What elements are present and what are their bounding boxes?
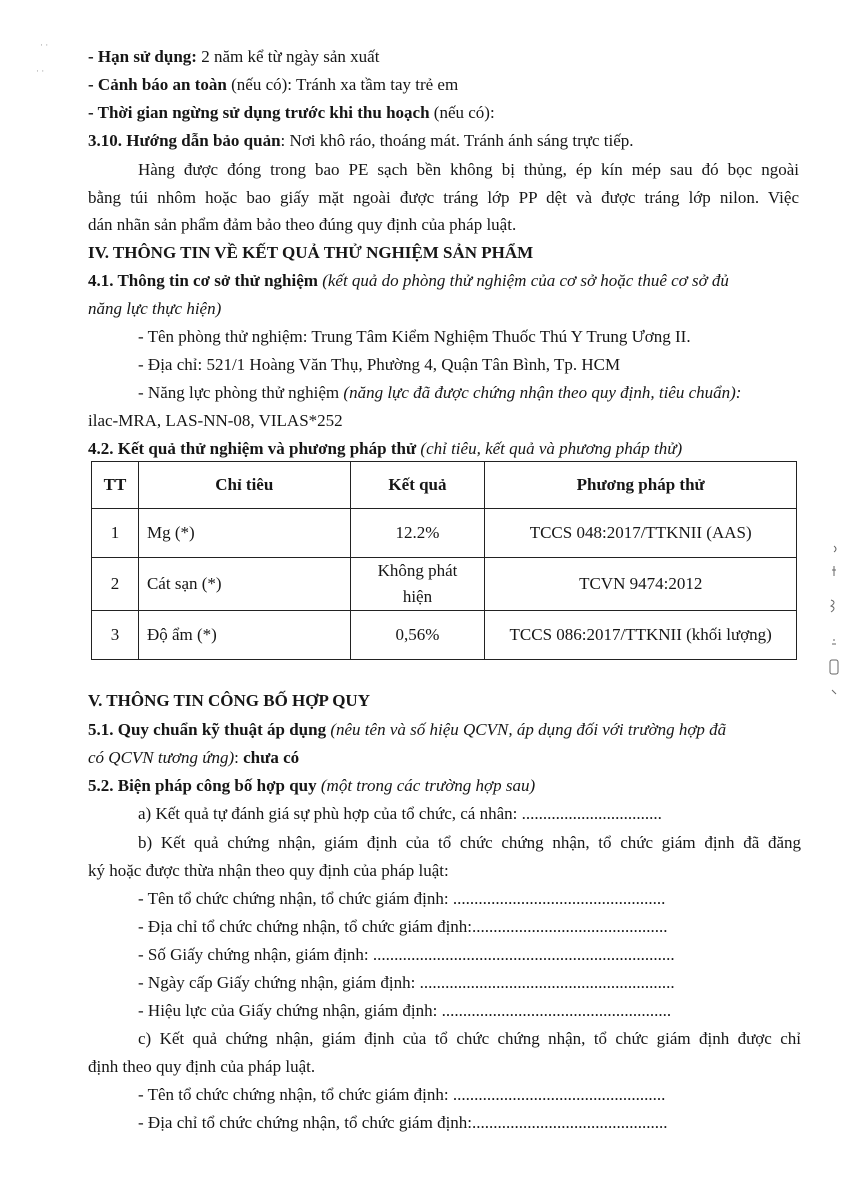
section-5-1-line [88,719,726,741]
lab-capability-label: - Năng lực phòng thử nghiệm [138,383,344,402]
option-c-cont: định theo quy định của pháp luật. [88,1057,316,1076]
table-row [92,509,797,558]
section-5-1-value: chưa có [243,748,300,767]
table-row [92,558,797,611]
option-b-cont: ký hoặc được thừa nhận theo quy định của pháp luật: [88,861,449,880]
shelf-life-value: 2 năm kể từ ngày sản xuất [196,47,380,66]
section-5-1-note-cont: có QCVN tương ứng) [88,748,235,767]
option-a: a) Kết quả tự đánh giá sự phù hợp của tổ chức, cá nhân: ................................. [138,804,662,823]
row-result: 0,56% [350,611,485,660]
header-method: Phương pháp thử [485,462,797,509]
section-5-1-note: (nêu tên và số hiệu QCVN, áp dụng đối với trường hợp đã [326,720,727,739]
packaging-paragraph-line: dán nhãn sản phẩm đảm bảo theo đúng quy định của pháp luật. [88,215,517,234]
section-5-2-note: (một trong các trường hợp sau) [316,776,536,795]
withdrawal-time-value: (nếu có): [429,103,495,122]
table-row [92,611,797,660]
option-c-org-address: - Địa chỉ tổ chức chứng nhận, tổ chức giám định:.............................................. [138,1113,668,1132]
row-tt: 2 [92,558,139,611]
section-5-1-cont [88,747,299,769]
section-4-1-label: 4.1. Thông tin cơ sở thử nghiệm [88,271,318,290]
header-tt: TT [92,462,139,509]
row-method: TCCS 048:2017/TTKNII (AAS) [485,509,797,558]
storage-guide-line [88,130,634,152]
option-b-cert-number: - Số Giấy chứng nhận, giám định: ....................................................................... [138,945,675,964]
row-method: TCCS 086:2017/TTKNII (khối lượng) [485,611,797,660]
section-5-1-label: 5.1. Quy chuẩn kỹ thuật áp dụng [88,720,327,739]
row-criterion: Độ ẩm (*) [138,611,350,660]
scan-speck: · · [36,66,45,76]
section-5-2-line [88,775,535,797]
storage-guide-value: : Nơi khô ráo, thoáng mát. Tránh ánh sáng trực tiếp. [280,131,634,150]
row-result: 12.2% [350,509,485,558]
row-criterion: Mg (*) [138,509,350,558]
option-c-org-name: - Tên tổ chức chứng nhận, tổ chức giám định: .................................................. [138,1085,666,1104]
test-results-table [91,461,797,660]
packaging-paragraph-line: bằng túi nhôm hoặc bao giấy mặt ngoài được tráng lớp PP dệt và được tráng lớp nilon. Việc [88,188,799,207]
withdrawal-time-line [88,102,495,124]
section-iv-heading: IV. THÔNG TIN VỀ KẾT QUẢ THỬ NGHIỆM SẢN PHẨM [88,243,534,262]
section-4-1-note-cont: năng lực thực hiện) [88,299,222,318]
storage-guide-label: 3.10. Hướng dẫn bảo quản [88,131,281,150]
lab-address: - Địa chỉ: 521/1 Hoàng Văn Thụ, Phường 4, Quận Tân Bình, Tp. HCM [138,355,621,374]
row-result-line: hiện [402,587,433,606]
packaging-paragraph-line: Hàng được đóng trong bao PE sạch bền không bị thủng, ép kín mép sau đó bọc ngoài [138,160,799,179]
option-c: c) Kết quả chứng nhận, giám định của tổ chức chứng nhận, tổ chức giám định được chỉ [138,1029,801,1048]
margin-stamp [826,540,842,700]
option-b-issue-date: - Ngày cấp Giấy chứng nhận, giám định: ............................................................ [138,973,675,992]
safety-warning-line [88,74,458,96]
row-tt: 1 [92,509,139,558]
row-result-line: Không phát [377,561,458,580]
option-b-validity: - Hiệu lực của Giấy chứng nhận, giám định: ...................................................... [138,1001,672,1020]
lab-name: - Tên phòng thử nghiệm: Trung Tâm Kiểm Nghiệm Thuốc Thú Y Trung Ương II. [138,327,691,346]
section-4-2-note: (chỉ tiêu, kết quả và phương pháp thử) [416,439,683,458]
section-5-1-sep: : [234,748,244,767]
section-4-1-note: (kết quả do phòng thử nghiệm của cơ sở hoặc thuê cơ sở đủ [317,271,729,290]
option-b: b) Kết quả chứng nhận, giám định của tổ chức chứng nhận, tổ chức giám định đã đăng [138,833,801,852]
option-b-org-address: - Địa chỉ tổ chức chứng nhận, tổ chức giám định:.............................................. [138,917,668,936]
shelf-life-label: - Hạn sử dụng: [88,47,197,66]
safety-warning-label: - Cảnh báo an toàn [88,75,227,94]
row-criterion: Cát sạn (*) [138,558,350,611]
section-4-2-line [88,438,682,460]
section-v-heading: V. THÔNG TIN CÔNG BỐ HỢP QUY [88,691,370,710]
row-method: TCVN 9474:2012 [485,558,797,611]
row-result [350,558,485,611]
row-tt: 3 [92,611,139,660]
lab-accreditations: ilac-MRA, LAS-NN-08, VILAS*252 [88,411,343,430]
section-4-2-label: 4.2. Kết quả thử nghiệm và phương pháp thử [88,439,417,458]
scan-speck: · · [40,40,49,50]
section-5-2-label: 5.2. Biện pháp công bố hợp quy [88,776,317,795]
option-b-org-name: - Tên tổ chức chứng nhận, tổ chức giám định: .................................................. [138,889,666,908]
margin-stamp-icon [826,540,842,700]
withdrawal-time-label: - Thời gian ngừng sử dụng trước khi thu hoạch [88,103,430,122]
shelf-life-line [88,46,379,68]
table-header-row [92,462,797,509]
lab-capability-line [138,382,741,404]
safety-warning-value: (nếu có): Tránh xa tầm tay trẻ em [226,75,459,94]
lab-capability-note: (năng lực đã được chứng nhận theo quy định, tiêu chuẩn): [343,383,742,402]
header-result: Kết quả [350,462,485,509]
section-4-1-line [88,270,729,292]
header-criterion: Chỉ tiêu [138,462,350,509]
